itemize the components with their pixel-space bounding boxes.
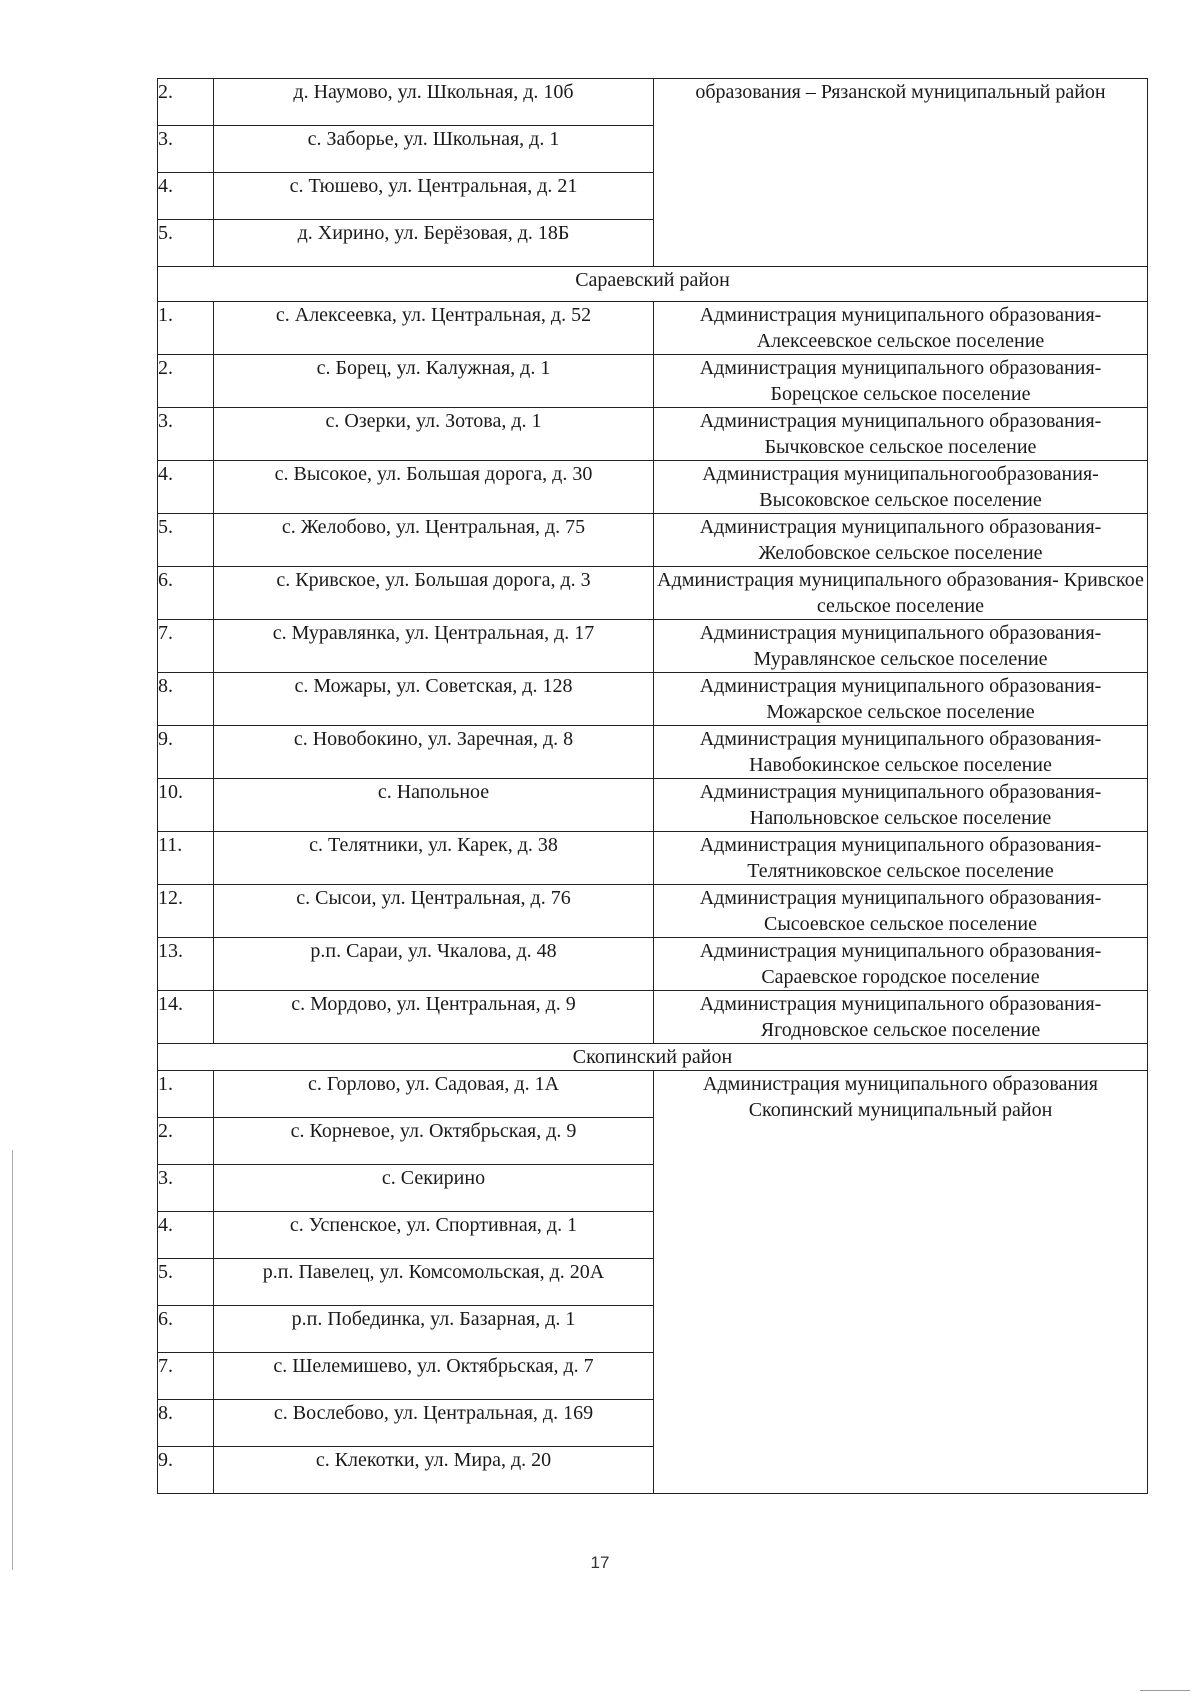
- row-number: 1.: [158, 1071, 214, 1118]
- row-administration: Администрация муниципального образования- Борецское сельское поселение: [654, 355, 1148, 408]
- row-number: 7.: [158, 1353, 214, 1400]
- row-address: с. Напольное: [214, 779, 654, 832]
- row-number: 4.: [158, 173, 214, 220]
- row-address: с. Алексеевка, ул. Центральная, д. 52: [214, 302, 654, 355]
- row-number: 2.: [158, 355, 214, 408]
- table-row: [158, 832, 1148, 885]
- row-administration: Администрация муниципального образования- Кривское сельское поселение: [654, 567, 1148, 620]
- table-row: [158, 991, 1148, 1044]
- row-address: с. Высокое, ул. Большая дорога, д. 30: [214, 461, 654, 514]
- row-number: 3.: [158, 126, 214, 173]
- row-address: с. Муравлянка, ул. Центральная, д. 17: [214, 620, 654, 673]
- row-number: 1.: [158, 302, 214, 355]
- row-number: 8.: [158, 1400, 214, 1447]
- row-administration: образования – Рязанской муниципальный район: [654, 79, 1148, 267]
- row-number: 6.: [158, 1306, 214, 1353]
- district-row: [158, 1044, 1148, 1071]
- row-administration: Администрация муниципального образования Скопинский муниципальный район: [654, 1071, 1148, 1494]
- row-administration: Администрация муниципального образования- Телятниковское сельское поселение: [654, 832, 1148, 885]
- row-address: с. Борец, ул. Калужная, д. 1: [214, 355, 654, 408]
- row-administration: Администрация муниципального образования- Алексеевское сельское поселение: [654, 302, 1148, 355]
- table-row: [158, 79, 1148, 126]
- row-number: 4.: [158, 461, 214, 514]
- row-address: с. Шелемишево, ул. Октябрьская, д. 7: [214, 1353, 654, 1400]
- row-number: 12.: [158, 885, 214, 938]
- row-administration: Администрация муниципального образования- Желобовское сельское поселение: [654, 514, 1148, 567]
- row-address: с. Новобокино, ул. Заречная, д. 8: [214, 726, 654, 779]
- table-row: [158, 938, 1148, 991]
- row-address: с. Кривское, ул. Большая дорога, д. 3: [214, 567, 654, 620]
- district-heading-skopinsky: Скопинский район: [158, 1044, 1148, 1071]
- row-address: с. Заборье, ул. Школьная, д. 1: [214, 126, 654, 173]
- table-row: [158, 302, 1148, 355]
- table-row: [158, 673, 1148, 726]
- table-row: [158, 779, 1148, 832]
- row-number: 3.: [158, 408, 214, 461]
- row-administration: Администрация муниципального образования- Сысоевское сельское поселение: [654, 885, 1148, 938]
- row-address: д. Хирино, ул. Берёзовая, д. 18Б: [214, 220, 654, 267]
- row-number: 14.: [158, 991, 214, 1044]
- row-number: 2.: [158, 79, 214, 126]
- row-address: с. Секирино: [214, 1165, 654, 1212]
- table-row: [158, 355, 1148, 408]
- table-row: [158, 726, 1148, 779]
- row-address: с. Тюшево, ул. Центральная, д. 21: [214, 173, 654, 220]
- row-address: с. Желобово, ул. Центральная, д. 75: [214, 514, 654, 567]
- row-address: с. Клекотки, ул. Мира, д. 20: [214, 1447, 654, 1494]
- row-number: 7.: [158, 620, 214, 673]
- row-number: 6.: [158, 567, 214, 620]
- row-address: с. Сысои, ул. Центральная, д. 76: [214, 885, 654, 938]
- registry-table-body: [158, 79, 1148, 1494]
- row-number: 4.: [158, 1212, 214, 1259]
- row-number: 9.: [158, 726, 214, 779]
- row-administration: Администрация муниципальногообразования- Высоковское сельское поселение: [654, 461, 1148, 514]
- table-row: [158, 620, 1148, 673]
- row-number: 5.: [158, 1259, 214, 1306]
- row-address: с. Мордово, ул. Центральная, д. 9: [214, 991, 654, 1044]
- row-administration: Администрация муниципального образования- Муравлянское сельское поселение: [654, 620, 1148, 673]
- row-administration: Администрация муниципального образования- Сараевское городское поселение: [654, 938, 1148, 991]
- scan-edge-line: [12, 1150, 13, 1570]
- table-row: [158, 885, 1148, 938]
- row-administration: Администрация муниципального образования- Навобокинское сельское поселение: [654, 726, 1148, 779]
- row-address: с. Горлово, ул. Садовая, д. 1А: [214, 1071, 654, 1118]
- row-number: 10.: [158, 779, 214, 832]
- row-address: с. Успенское, ул. Спортивная, д. 1: [214, 1212, 654, 1259]
- table-row: [158, 567, 1148, 620]
- row-address: с. Можары, ул. Советская, д. 128: [214, 673, 654, 726]
- row-address: с. Озерки, ул. Зотова, д. 1: [214, 408, 654, 461]
- row-address: р.п. Побединка, ул. Базарная, д. 1: [214, 1306, 654, 1353]
- district-heading-saraevsky: Сараевский район: [158, 267, 1148, 302]
- scan-edge-line: [1140, 1690, 1190, 1691]
- table-row: [158, 408, 1148, 461]
- row-number: 8.: [158, 673, 214, 726]
- row-address: р.п. Павелец, ул. Комсомольская, д. 20А: [214, 1259, 654, 1306]
- row-number: 3.: [158, 1165, 214, 1212]
- row-administration: Администрация муниципального образования- Напольновское сельское поселение: [654, 779, 1148, 832]
- row-address: с. Вослебово, ул. Центральная, д. 169: [214, 1400, 654, 1447]
- table-row: [158, 1071, 1148, 1118]
- row-administration: Администрация муниципального образования- Бычковское сельское поселение: [654, 408, 1148, 461]
- row-address: д. Наумово, ул. Школьная, д. 10б: [214, 79, 654, 126]
- row-number: 13.: [158, 938, 214, 991]
- row-address: р.п. Сараи, ул. Чкалова, д. 48: [214, 938, 654, 991]
- row-administration: Администрация муниципального образования- Ягодновское сельское поселение: [654, 991, 1148, 1044]
- page-number: 17: [590, 1553, 610, 1572]
- row-number: 11.: [158, 832, 214, 885]
- registry-table: [157, 78, 1148, 1494]
- row-number: 5.: [158, 514, 214, 567]
- row-number: 5.: [158, 220, 214, 267]
- table-row: [158, 461, 1148, 514]
- row-address: с. Корневое, ул. Октябрьская, д. 9: [214, 1118, 654, 1165]
- row-number: 2.: [158, 1118, 214, 1165]
- district-row: [158, 267, 1148, 302]
- row-address: с. Телятники, ул. Карек, д. 38: [214, 832, 654, 885]
- row-administration: Администрация муниципального образования- Можарское сельское поселение: [654, 673, 1148, 726]
- table-row: [158, 514, 1148, 567]
- row-number: 9.: [158, 1447, 214, 1494]
